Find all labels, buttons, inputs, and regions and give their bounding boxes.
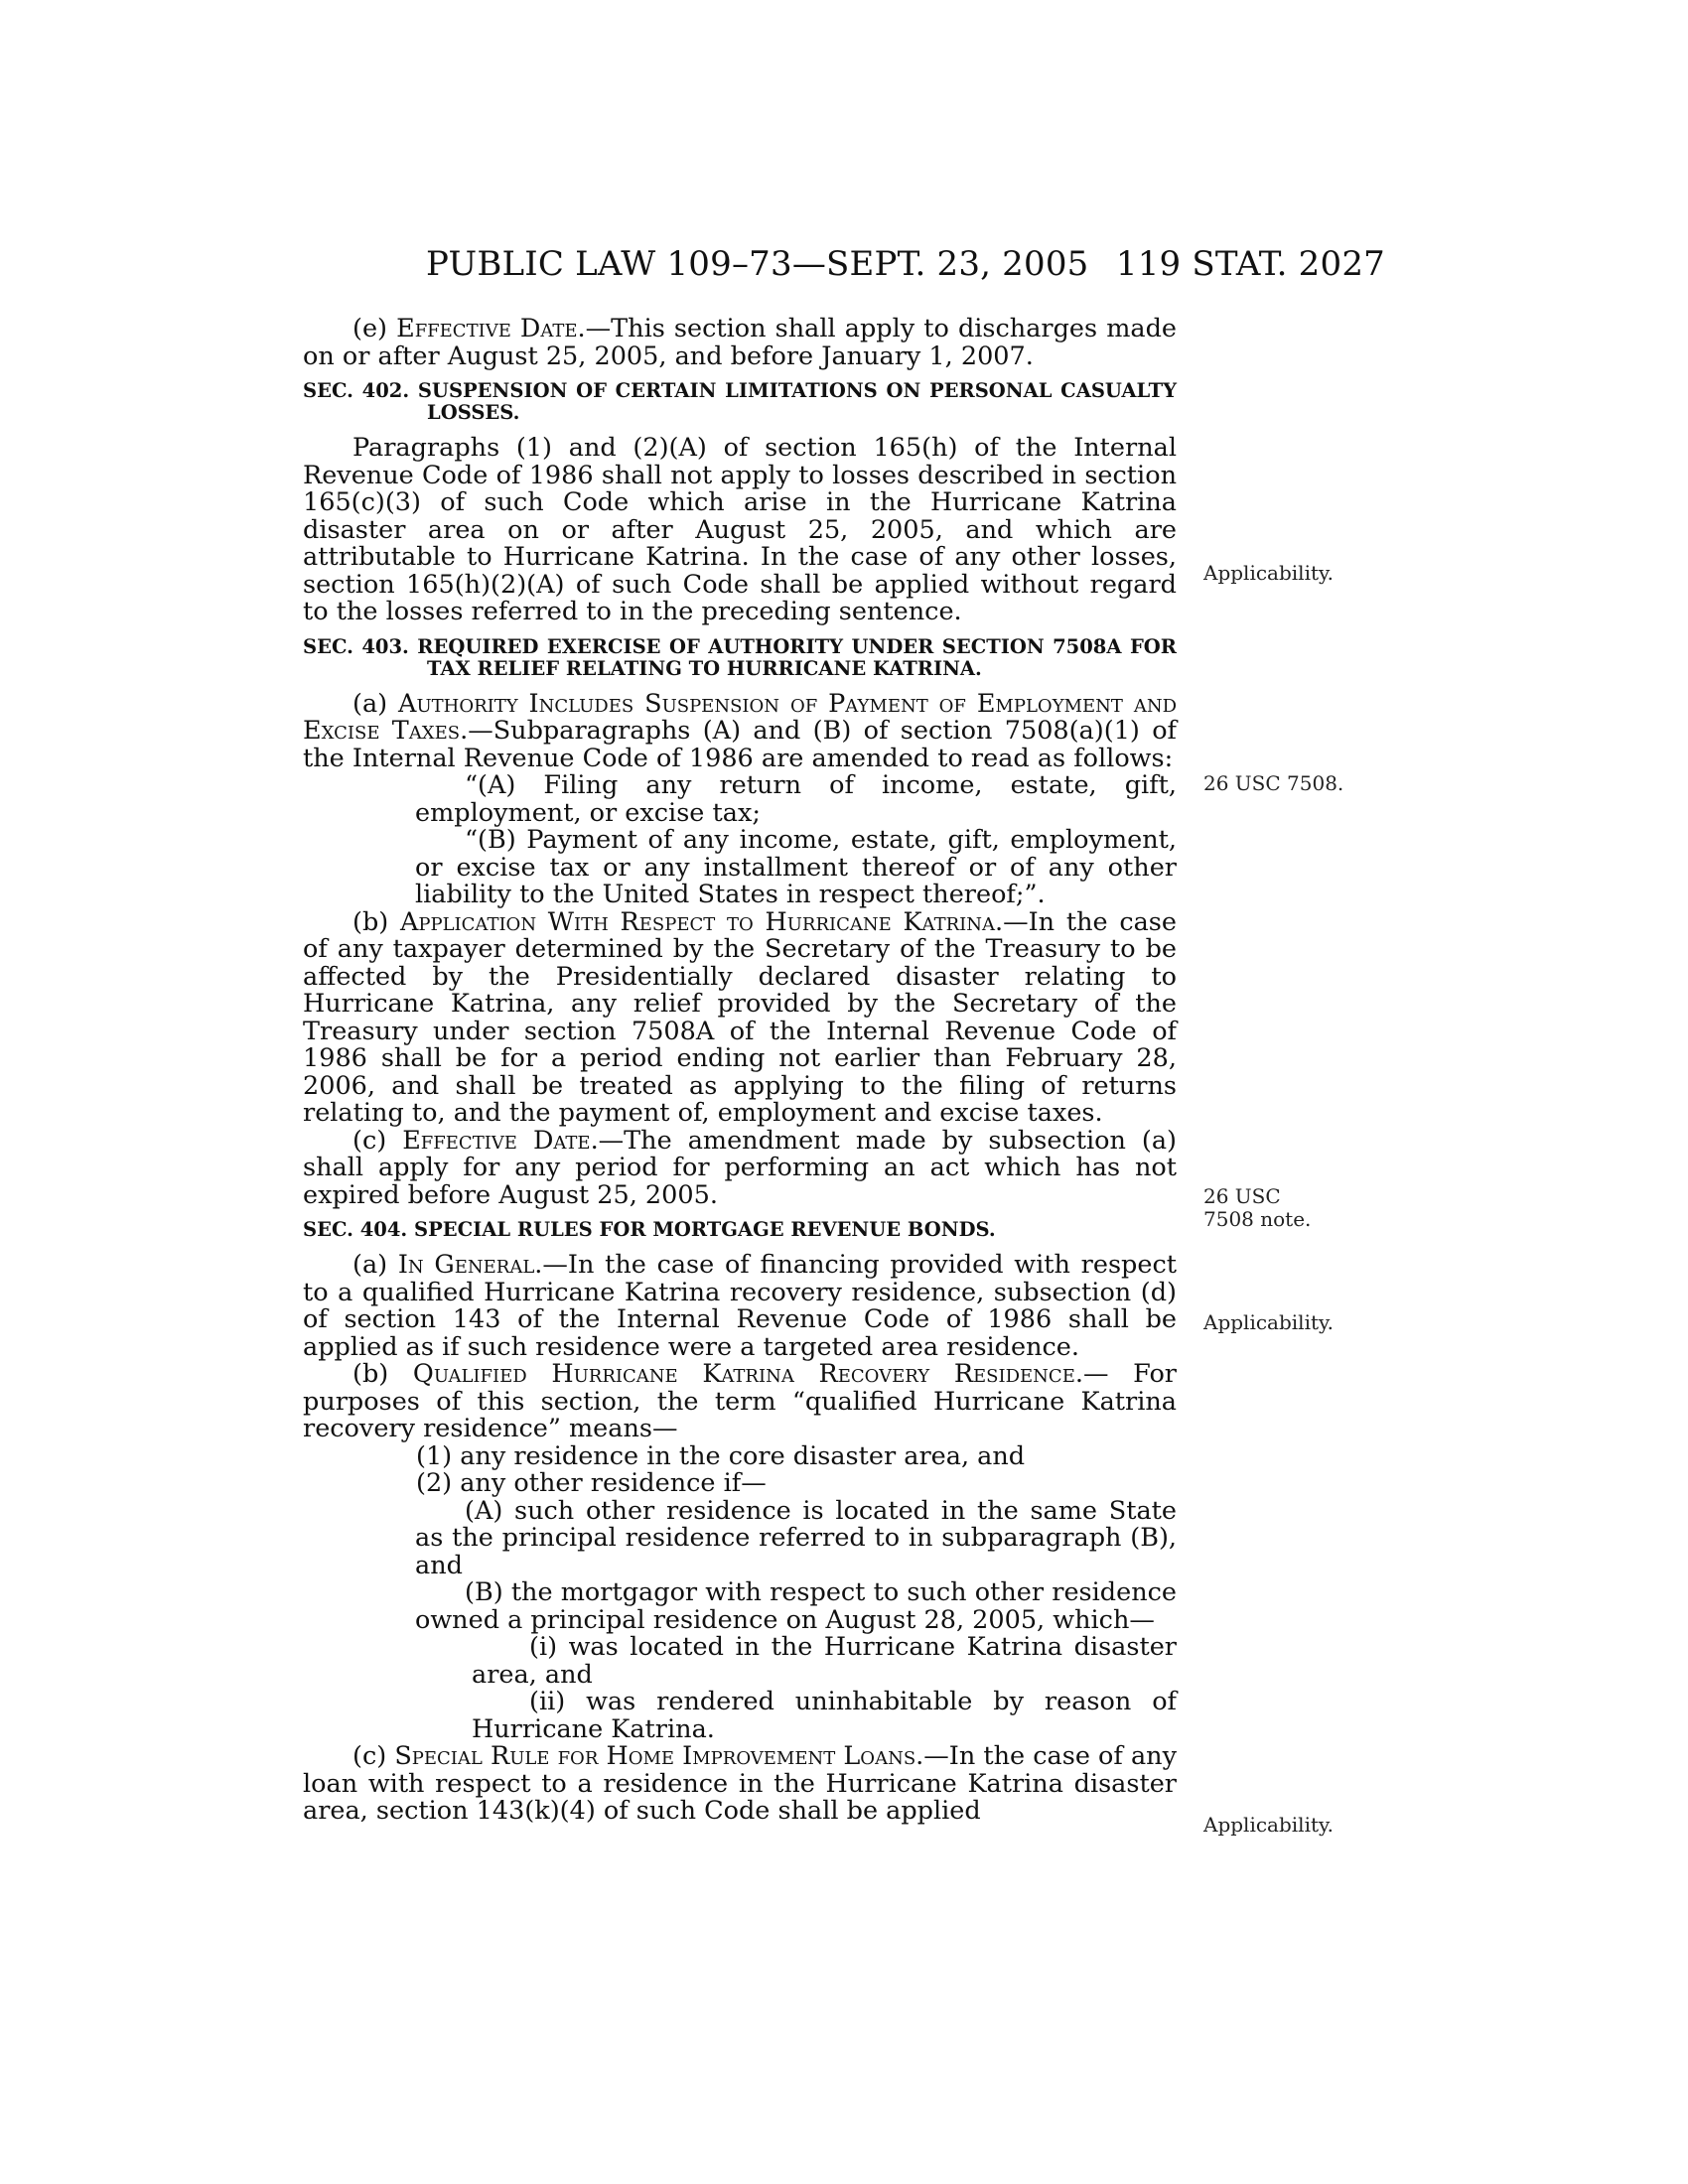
section-404-heading: SEC. 404. SPECIAL RULES FOR MORTGAGE REVENUE BONDS. bbox=[303, 1218, 996, 1241]
clause-i: (i) was located in the Hurricane Katrina disaster area, and bbox=[472, 1632, 1177, 1690]
margin-note-applicability: Applicability. bbox=[1203, 1310, 1334, 1334]
stat-page-number: 119 STAT. 2027 bbox=[1115, 244, 1385, 284]
subparagraph-b: (B) the mortgagor with respect to such other residence owned a principal residence on August 28, 2005, which— bbox=[415, 1577, 1177, 1635]
quoted-subparagraph-b: “(B) Payment of any income, estate, gift, employment, or excise tax or any installment thereof or of any other liability to the United States in respect thereof;”. bbox=[415, 825, 1177, 909]
sec-403-subsection-c: (c) Effective Date.—The amendment made by subsection (a) shall apply for any period for performing an act which has not expired before August 25, 2005. bbox=[303, 1125, 1177, 1210]
running-header bbox=[303, 244, 1385, 284]
subsection-heading: Effective Date bbox=[402, 1125, 591, 1156]
sec-404-subsection-c: (c) Special Rule for Home Improvement Loans.—In the case of any loan with respect to a residence in the Hurricane Katrina disaster area, section 143(k)(4) of such Code shall be applied bbox=[303, 1741, 1177, 1826]
subsection-heading: Authority Includes Suspension of Payment of Employment and Excise Taxes bbox=[303, 688, 1177, 746]
sec-403-subsection-b: (b) Application With Respect to Hurricane Katrina.—In the case of any taxpayer determined by the Secretary of the Treasury to be affected by the Presidentially declared disaster relating to Hurricane Katrina, any relief provided by the Secretary of the Treasury under section 7508A of the Internal Revenue Code of 1986 shall be for a period ending not earlier than February 28, 2006, and shall be treated as applying to the filing of returns relating to, and the payment of, employment and excise taxes. bbox=[303, 906, 1177, 1128]
section-402-text: Paragraphs (1) and (2)(A) of section 165(h) of the Internal Revenue Code of 1986 shall not apply to losses described in section 165(c)(3) of such Code which arise in the Hurricane Katrina disaster area on or after August 25, 2005, and which are attributable to Hurricane Katrina. In the case of any other losses, section 165(h)(2)(A) of such Code shall be applied without regard to the losses referred to in the preceding sentence. bbox=[303, 433, 1177, 626]
statute-text bbox=[303, 316, 1177, 1826]
subsection-heading: Application With Respect to Hurricane Katrina bbox=[399, 906, 995, 937]
subsection-heading: Qualified Hurricane Katrina Recovery Residence bbox=[412, 1359, 1075, 1389]
margin-note-applicability: Applicability. bbox=[1203, 561, 1334, 585]
quoted-subparagraph-a: “(A) Filing any return of income, estate, gift, employment, or excise tax; bbox=[415, 770, 1177, 828]
sec-403-subsection-a: (a) Authority Includes Suspension of Payment of Employment and Excise Taxes.—Subparagraphs (A) and (B) of section 7508(a)(1) of the Internal Revenue Code of 1986 are amended to read as follows: bbox=[303, 688, 1177, 773]
clause-ii: (ii) was rendered uninhabitable by reason of Hurricane Katrina. bbox=[472, 1687, 1177, 1744]
subparagraph-a: (A) such other residence is located in the same State as the principal residence referred to in subparagraph (B), and bbox=[415, 1495, 1177, 1580]
sec-404-subsection-a: (a) In General.—In the case of financing provided with respect to a qualified Hurricane Katrina recovery residence, subsection (d) of section 143 of the Internal Revenue Code of 1986 shall be applied as if such residence were a targeted area residence. bbox=[303, 1250, 1177, 1362]
sec-404-subsection-b: (b) Qualified Hurricane Katrina Recovery Residence.— For purposes of this section, the term “qualified Hurricane Katrina recovery residence” means— bbox=[303, 1359, 1177, 1443]
paragraph-2: (2) any other residence if— bbox=[416, 1468, 767, 1498]
subsection-heading: In General bbox=[397, 1250, 535, 1280]
subsection-heading: Effective Date bbox=[396, 314, 578, 343]
sec-401-effective-date: (e) Effective Date.—This section shall apply to discharges made on or after August 25, 2005, and before January 1, 2007. bbox=[303, 314, 1177, 371]
section-402-heading: SEC. 402. SUSPENSION OF CERTAIN LIMITATIONS ON PERSONAL CASUALTY LOSSES. bbox=[303, 379, 1177, 424]
paragraph-1: (1) any residence in the core disaster area, and bbox=[416, 1440, 1026, 1471]
margin-note-applicability: Applicability. bbox=[1203, 1813, 1334, 1837]
margin-note-usc: 26 USC 7508. bbox=[1203, 771, 1344, 795]
law-title: PUBLIC LAW 109–73—SEPT. 23, 2005 bbox=[426, 244, 1089, 284]
section-403-heading: SEC. 403. REQUIRED EXERCISE OF AUTHORITY UNDER SECTION 7508A FOR TAX RELIEF RELATING TO HURRICANE KATRINA. bbox=[303, 634, 1177, 680]
subsection-heading: Special Rule for Home Improvement Loans bbox=[394, 1741, 916, 1771]
margin-note-usc-note: 26 USC 7508 note. bbox=[1203, 1184, 1312, 1231]
